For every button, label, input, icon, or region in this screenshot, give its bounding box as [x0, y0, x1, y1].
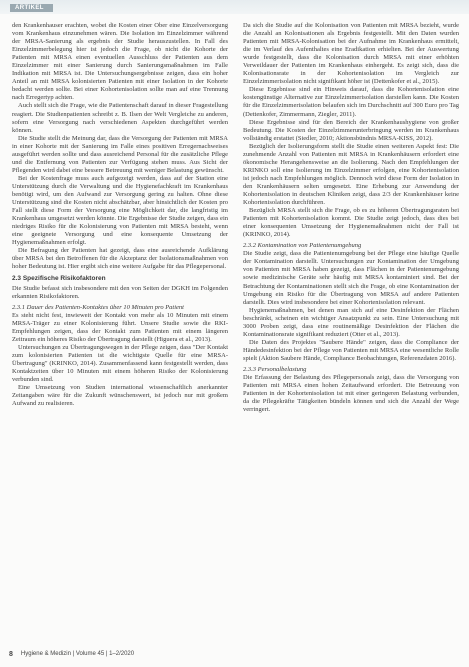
body-paragraph: Die Studie zeigt, dass die Patientenumgebung bei der Pflege eine häufige Quelle der Kontamination darstellt. Untersuchungen zur Kontamination der Umgebung von Patienten mit MRSA haben gezeigt, dass Flächen in der Patientenumgebung sowie medizinische Geräte sehr häufig mit MRSA kontaminiert sind. Bei der Betrachtung der Kontaminationen stellt sich die Frage, ob eine Kontamination der Umgebung ein Risiko für die Übertragung von MRSA auf andere Patienten darstellt. Dies wird insbesondere bei einer Kohortenisolation relevant.	[243, 250, 459, 306]
subsection-heading: 2.3.3 Personalbelastung	[243, 365, 307, 373]
body-paragraph: Die Studie befasst sich insbesondere mit den von Seiten der DGKH im Folgenden erkannten Risikofaktoren.	[12, 284, 228, 300]
body-paragraph: Die Daten des Projektes "Saubere Hände" zeigen, dass die Compliance der Händedesinfektion bei der Pflege von Patienten mit MRSA eine wesentliche Rolle spielt (Aktion Saubere Hände, Compliance Beobachtungen, Referenzdaten 2016).	[243, 338, 459, 362]
body-paragraph: den Krankenhauser erachten, wobei die Kosten einer Ober eine Einzelversorgung vom Krankenhaus einzunehmen wären. Die Isolation im Einzelzimmer während der MRSA-Sanierung als ergebnis der Studie herauszustellen. In Fall des Einzelzimmerbelegung hier ist jedoch die Frage, ob nicht die Kohorte der Patienten mit MRSA einen eventuellen Ausschluss der Patienten aus dem Einzelzimmer mit einer Sanierung durch Sanierungsmaßnahmen im Falle Indikation mit MRSA ist. Die Untersuchungsergebnisse zeigen, dass ein hoher Anteil an mit MRSA kolonisierten Patienten mit einer Isolation in der Kohorte bedacht werden sollte. Bei einer Kohortenisolation sollte man auf eine Trennung nach Erregertyp achten.	[12, 22, 228, 102]
section-heading: 2.3 Spezifische Risikofaktoren	[12, 275, 106, 283]
body-paragraph: Hygienemaßnahmen, bei denen man sich auf eine Desinfektion der Flächen beschränkt, scheinen ein wichtiger Ansatzpunkt zu sein. Eine Untersuchung mit 3000 Proben zeigt, dass eine routinemäßige Desinfektion der Flächen die Kontaminationsrate signifikant reduziert (Otter et al., 2013).	[243, 306, 459, 338]
page-footer	[9, 648, 459, 660]
section-tag: ARTIKEL	[10, 4, 53, 12]
body-paragraph: Die Studie stellt die Meinung dar, dass die Versorgung der Patienten mit MRSA in einer Kohorte mit der Sanierung im Falle eines positiven Erregernachweises ausgeführt werden sollte und dass ausreichend Personal für die zusätzliche Pflege und die Entfernung von Patienten zur Verfügung stehen muss. Aus Sicht der Pflegenden wird dabei eine bessere Betreuung mit weniger Belastung gewünscht.	[12, 134, 228, 174]
body-paragraph: Bezüglich MRSA stellt sich die Frage, ob es zu höheren Übertragungsraten bei Patienten mit Kohortenisolation kommt. Die Studie zeigt jedoch, dass dies bei einer konsequenten Umsetzung der Hygienemaßnahmen nicht der Fall ist (KRINKO, 2014).	[243, 207, 459, 239]
subsection-heading: 2.3.1 Dauer des Patienten-Kontaktes über 10 Minuten pro Patient	[12, 303, 184, 311]
body-paragraph: Untersuchungen zu Übertragungswegen in der Pflege zeigen, dass "Der Kontakt zum kolonisierten Patienten ist die wichtigste Quelle für eine MRSA-Übertragung" (KRINKO, 2014). Zusammenfassend kann festgestellt werden, dass Kontaktzeiten über 10 Minuten mit einem höheren Risiko der Kolonisierung verbunden sind.	[12, 343, 228, 384]
body-paragraph: Es steht nicht fest, inwieweit der Kontakt von mehr als 10 Minuten mit einem MRSA-Träger zu einer Kolonisierung führt. Unsere Studie sowie die RKI-Empfehlungen zeigen, dass der Kontakt zum Patienten mit einem längeren Zeitraum ein höheres Risiko der Übertragung darstellt (Higuera et al., 2013).	[12, 311, 228, 343]
page-number: 8	[9, 650, 13, 658]
body-paragraph: Die Erfassung der Belastung des Pflegepersonals zeigt, dass die Versorgung von Patienten mit MRSA einen hohen Zeitaufwand erfordert. Die Betreuung von Patienten in der Kohortenisolation ist mit einer geringeren Belastung verbunden, da die Pflegekräfte Tätigkeiten bündeln können und sich die Anzahl der Wege verringert.	[243, 374, 459, 414]
body-paragraph: Da sich die Studie auf die Kolonisation von Patienten mit MRSA bezieht, wurde die Anzahl an Kolonisationen als Ergebnis festgestellt. Mit den Daten wurden Patienten mit MRSA-Kolonisation bei der Aufnahme im Krankenhaus ermittelt, die im Verlauf des Aufenthaltes eine Eradikation erhielten. Bei der Auswertung wurde festgestellt, dass die Kolonisation durch MRSA mit einer erhöhten Verweildauer der Patienten im Krankenhaus einhergeht. Es zeigt sich, dass die Kolonisationsrate in der Kohortenisolation im Vergleich zur Einzelzimmerisolation nicht signifikant höher ist (Dettenkofer et al., 2015).	[243, 22, 459, 86]
body-paragraph: Auch stellt sich die Frage, wie die Patientenschaft darauf in dieser Fragestellung reagiert. Die Studienpatienten schreibt z. B. Ilsen der Welt Vergleiche zu anderen, sofern eine Versorgung nach verschiedenen Aspekten durchgeführt werden können.	[12, 102, 228, 134]
right-text-column	[243, 22, 459, 642]
body-paragraph: Bezüglich der Isolierungsform stellt die Studie einen weiteren Aspekt fest: Die zunehmende Anzahl von Patienten mit MRSA in Krankenhäusern erfordert eine ökonomische Herangehensweise an die Isolierung. Nach den Empfehlungen der KRINKO soll eine Isolierung im Einzelzimmer erfolgen, eine Kohortenisolation ist jedoch nach Empfehlungen möglich. Dennoch wird diese Form der Isolation in den Krankenhäusern selten umgesetzt. Eine Erhebung zur Anwendung der Kohortenisolation in deutschen Kliniken zeigt, dass 2/3 der Krankenhäuser keine Kohortenisolation durchführen.	[243, 142, 459, 207]
body-paragraph: Die Befragung der Patienten hat gezeigt, dass eine ausreichende Aufklärung über MRSA bei den Betroffenen für die Akzeptanz der Isolationsmaßnahmen von hoher Bedeutung ist. Hier ergibt sich eine weitere Aufgabe für das Pflegepersonal.	[12, 247, 228, 271]
subsection-heading: 2.3.2 Kontamination von Patientenumgebung	[243, 242, 362, 250]
body-paragraph: Diese Ergebnisse sind ein Hinweis darauf, dass die Kohortenisolation eine kostengünstige Alternative zur Einzelzimmerisolation darstellen kann. Die Kosten für die Einzelzimmerisolation belaufen sich im Durchschnitt auf 300 Euro pro Tag (Dettenkofer, Zimmermann, Ziegler, 2011).	[243, 86, 459, 118]
left-text-column	[12, 22, 228, 642]
body-paragraph: Diese Ergebnisse sind für den Bereich der Krankenhaushygiene von großer Bedeutung. Die Kosten der Einzelzimmerunterbringung werden im Krankenhaus vollständig erstattet (Siedler, 2010; Aktionsbündnis MRSA-KISS, 2012).	[243, 118, 459, 142]
journal-citation: Hygiene & Medizin | Volume 45 | 1–2/2020	[20, 651, 135, 657]
body-paragraph: Eine Umsetzung von Studien international wissenschaftlich anerkannter Zeitangaben wäre für die Zukunft wünschenswert, ist jedoch nur mit großem Aufwand zu realisieren.	[12, 384, 228, 408]
page-header-bar	[0, 0, 469, 14]
body-paragraph: Bei der Kostenfrage muss auch aufgezeigt werden, dass auf der Station eine Unterstützung durch die Verwaltung und die Hygienefachkraft im Krankenhaus benötigt wird, um den Aufwand zur Versorgung gering zu halten. Ohne diese Unterstützung sind die Kosten nicht abschätzbar, aber hinsichtlich der Kosten pro Fall stellt diese Form der Versorgung eine Möglichkeit dar, die langfristig im Krankenhaus umgesetzt werden könnte. Die Ergebnisse der Studie zeigen, dass ein niedriges Risiko für die Kolonisierung von Patienten mit MRSA besteht, wenn eine geeignete Versorgung und eine konsequente Umsetzung der Hygienemaßnahmen erfolgt.	[12, 174, 228, 247]
